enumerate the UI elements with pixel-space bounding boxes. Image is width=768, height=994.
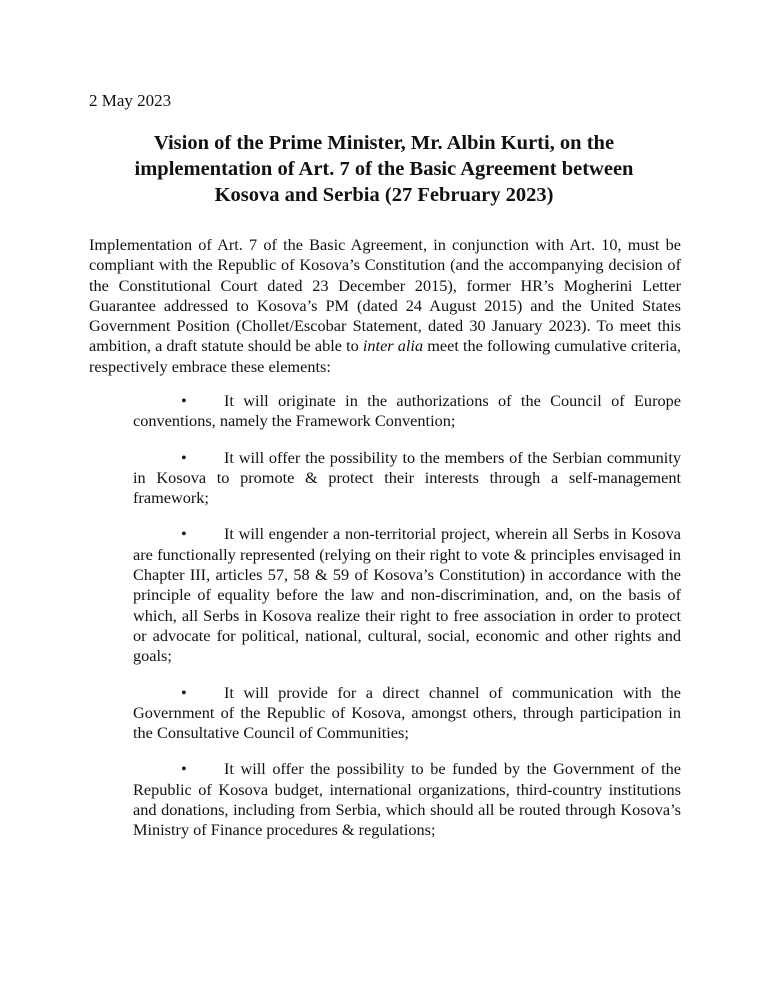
intro-text-end: meet the following cumulative criteria, respectively embrace these elements: [89,336,681,376]
criteria-text: It will originate in the authorizations of the Council of Europe conventions, namely the Framework Convention; [133,391,681,431]
intro-italic-phrase: inter alia [362,336,424,356]
criteria-item [133,683,681,744]
bullet-icon: • [181,682,187,702]
bullet-icon: • [181,759,187,779]
criteria-text: It will engender a non-territorial project, wherein all Serbs in Kosova are functionally represented (relying on their right to vote & principles envisaged in Chapter III, articles 57, 58 & 59 of Kosova’s Constitution) in accordance with the principle of equality before the law and non-discrimination, and, on the basis of which, all Serbs in Kosova realize their right to free association in order to protect or advocate for political, national, cultural, social, economic and other rights and goals; [133,524,681,666]
bullet-icon: • [181,524,187,544]
intro-text-start: Implementation of Art. 7 of the Basic Agreement, in conjunction with Art. 10, must be compliant with the Republic of Kosova’s Constitution (and the accompanying decision of the Constitutional Court dated 23 December 2015), former HR’s Mogherini Letter Guarantee addressed to Kosova’s PM (dated 24 August 2015) and the United States Government Position (Chollet/Escobar Statement, dated 30 January 2023). To meet this ambition, a draft statute should be able to [89,235,681,356]
criteria-text: It will offer the possibility to the members of the Serbian community in Kosova to promote & protect their interests through a self-management framework; [133,447,681,508]
criteria-item [133,759,681,840]
criteria-text: It will provide for a direct channel of communication with the Government of the Republic of Kosova, amongst others, through participation in the Consultative Council of Communities; [133,682,681,743]
document-date: 2 May 2023 [89,91,172,110]
bullet-icon: • [181,391,187,410]
criteria-item [133,448,681,509]
criteria-item [133,524,681,666]
bullet-icon: • [181,447,187,467]
document-title: Vision of the Prime Minister, Mr. Albin Kurti, on the implementation of Art. 7 of the Basic Agreement between Kosova and Serbia (27 February 2023) [134,132,634,206]
criteria-item [133,391,681,432]
criteria-list [133,391,681,857]
criteria-text: It will offer the possibility to be funded by the Government of the Republic of Kosova budget, international organizations, third-country institutions and donations, including from Serbia, which should all be routed through Kosova’s Ministry of Finance procedures & regulations; [133,759,681,840]
intro-paragraph [89,235,681,377]
